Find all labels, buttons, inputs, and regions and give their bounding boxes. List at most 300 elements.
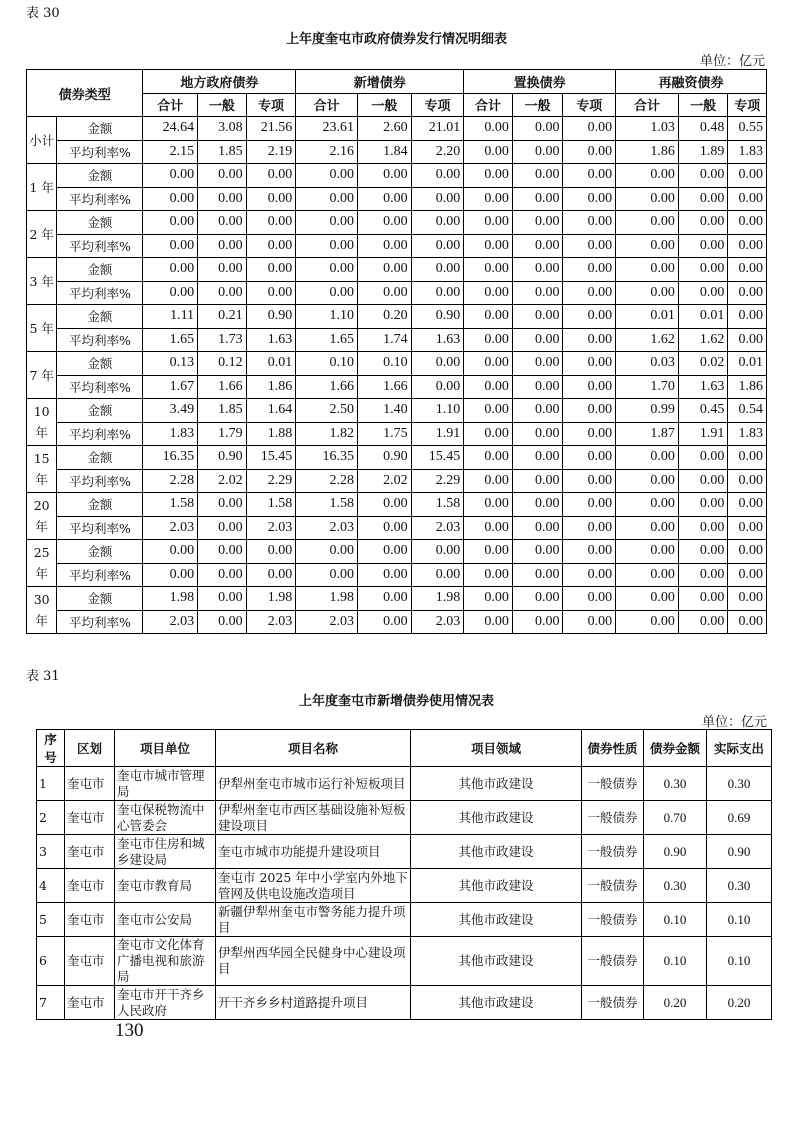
table30-cell: 0.00 [728, 563, 767, 587]
table30-cell: 2.03 [143, 610, 198, 634]
table30-cell: 0.00 [678, 446, 728, 470]
table30-cell: 1.58 [246, 493, 296, 517]
table30-cell: 0.00 [678, 258, 728, 282]
table31-label: 表 31 [26, 669, 60, 684]
table30-cell: 1.91 [678, 422, 728, 446]
table30-row [27, 305, 767, 329]
table31-cell: 0.30 [707, 767, 772, 801]
table30-cell: 0.00 [728, 187, 767, 211]
table31-cell: 一般债券 [582, 835, 644, 869]
table31-cell: 7 [37, 986, 65, 1020]
table30-cell: 0.00 [464, 469, 513, 493]
table30-cell: 2.16 [296, 140, 358, 164]
table31-cell: 其他市政建设 [411, 903, 582, 937]
table30-cell: 0.00 [563, 422, 616, 446]
table30-cell: 0.00 [198, 516, 247, 540]
table30-cell: 0.00 [563, 540, 616, 564]
table30-cell: 0.00 [512, 117, 563, 141]
table30-cell: 0.00 [464, 610, 513, 634]
table30-cell: 0.00 [678, 234, 728, 258]
table30-cell: 0.00 [678, 281, 728, 305]
table31-cell: 一般债券 [582, 869, 644, 903]
table30-cell: 0.00 [616, 187, 679, 211]
table30-cell: 0.00 [512, 140, 563, 164]
table30-cell: 2.50 [296, 399, 358, 423]
table30-cell: 0.00 [563, 469, 616, 493]
table30-cell: 0.00 [512, 493, 563, 517]
table30-cell: 0.00 [512, 281, 563, 305]
table31-cell: 奎屯市开干齐乡人民政府 [115, 986, 216, 1020]
table31-cell: 伊犁州西华园全民健身中心建设项目 [216, 937, 411, 986]
table30-row-kind: 平均利率% [57, 140, 143, 164]
table30-cell: 0.00 [728, 234, 767, 258]
table30-cell: 0.00 [411, 352, 464, 376]
table30-cell: 2.03 [246, 610, 296, 634]
table30-cell: 0.00 [728, 493, 767, 517]
table30-cell: 0.00 [246, 258, 296, 282]
table30-cell: 0.00 [296, 540, 358, 564]
table30-cell: 21.56 [246, 117, 296, 141]
table30-cell: 0.00 [678, 540, 728, 564]
table30-cell: 23.61 [296, 117, 358, 141]
table30-cell: 0.00 [464, 211, 513, 235]
table30-group-header: 地方政府债券 [143, 70, 296, 94]
table30-cell: 0.00 [464, 164, 513, 188]
table30-cell: 1.98 [296, 587, 358, 611]
table30-row [27, 422, 767, 446]
table30-subheader: 一般 [512, 93, 563, 117]
table31-cell: 奎屯市 [65, 835, 115, 869]
table30-row-kind: 金额 [57, 164, 143, 188]
table31-row [37, 835, 772, 869]
table31-cell: 0.10 [707, 937, 772, 986]
table30-cell: 1.75 [358, 422, 412, 446]
table30-cell: 0.00 [678, 610, 728, 634]
table30-subheader: 一般 [358, 93, 412, 117]
table30-cell: 0.00 [616, 493, 679, 517]
table30-cell: 1.83 [728, 422, 767, 446]
table30-cell: 0.00 [512, 375, 563, 399]
table31-header-cell: 序号 [37, 730, 65, 767]
table31-cell: 0.10 [644, 903, 707, 937]
table30-cell: 24.64 [143, 117, 198, 141]
table30-cell: 0.00 [411, 187, 464, 211]
table30-cell: 0.00 [358, 258, 412, 282]
table30-term-label: 15 年 [27, 446, 57, 493]
table30-group-header: 新增债券 [296, 70, 464, 94]
table30-cell: 0.00 [616, 516, 679, 540]
table31-header-cell: 债券性质 [582, 730, 644, 767]
table30-cell: 1.58 [143, 493, 198, 517]
table30-cell: 0.00 [512, 399, 563, 423]
table30-cell: 0.00 [464, 446, 513, 470]
table30-cell: 0.00 [512, 540, 563, 564]
table30-term-label: 25 年 [27, 540, 57, 587]
table30-cell: 0.90 [198, 446, 247, 470]
table30-row [27, 516, 767, 540]
table30-cell: 0.00 [728, 587, 767, 611]
table30-term-label: 1 年 [27, 164, 57, 211]
table30-row [27, 540, 767, 564]
table31-cell: 奎屯市城市管理局 [115, 767, 216, 801]
table30-cell: 1.65 [296, 328, 358, 352]
table30-cell: 0.00 [616, 469, 679, 493]
table30-cell: 0.00 [616, 610, 679, 634]
table30-cell: 0.00 [464, 140, 513, 164]
table30-cell: 0.00 [143, 281, 198, 305]
table30-cell: 1.91 [411, 422, 464, 446]
table30-cell: 1.86 [246, 375, 296, 399]
table30-cell: 1.62 [616, 328, 679, 352]
table30-cell: 2.29 [246, 469, 296, 493]
table30-row [27, 117, 767, 141]
table30-cell: 0.00 [678, 587, 728, 611]
table30-header-row [27, 70, 767, 94]
table30-cell: 0.00 [464, 399, 513, 423]
table30-cell: 0.00 [464, 187, 513, 211]
table30-row [27, 140, 767, 164]
table30-cell: 2.03 [411, 516, 464, 540]
table31-cell: 其他市政建设 [411, 986, 582, 1020]
table30-cell: 0.00 [411, 563, 464, 587]
table30-cell: 0.00 [464, 375, 513, 399]
table30-cell: 0.00 [246, 211, 296, 235]
table30-row-kind: 金额 [57, 117, 143, 141]
table30-subheader: 专项 [728, 93, 767, 117]
table30-cell: 0.03 [616, 352, 679, 376]
table30-cell: 0.00 [512, 352, 563, 376]
table30-row-kind: 平均利率% [57, 281, 143, 305]
table30-cell: 2.03 [143, 516, 198, 540]
table30-cell: 1.64 [246, 399, 296, 423]
table30-cell: 0.00 [198, 610, 247, 634]
table30-row-kind: 金额 [57, 540, 143, 564]
page-number: 130 [115, 1020, 144, 1041]
table30-row-kind: 平均利率% [57, 187, 143, 211]
table30-cell: 15.45 [411, 446, 464, 470]
table30-cell: 0.00 [512, 211, 563, 235]
table30-cell: 1.11 [143, 305, 198, 329]
table30-cell: 0.00 [358, 563, 412, 587]
table30-cell: 1.89 [678, 140, 728, 164]
table31-cell: 0.20 [707, 986, 772, 1020]
table31-cell: 一般债券 [582, 903, 644, 937]
table30-cell: 1.66 [358, 375, 412, 399]
table31-header-cell: 项目单位 [115, 730, 216, 767]
table30-cell: 0.00 [678, 469, 728, 493]
table30-cell: 0.90 [358, 446, 412, 470]
table31-row [37, 937, 772, 986]
table30-cell: 0.00 [464, 587, 513, 611]
table30-cell: 0.01 [678, 305, 728, 329]
table30-cell: 1.83 [728, 140, 767, 164]
table30-subheader: 专项 [563, 93, 616, 117]
table31-cell: 一般债券 [582, 801, 644, 835]
table31-header-cell: 项目名称 [216, 730, 411, 767]
table30-cell: 0.00 [358, 540, 412, 564]
table30-cell: 0.00 [464, 117, 513, 141]
table30-cell: 0.00 [512, 563, 563, 587]
table30-subheader: 一般 [198, 93, 247, 117]
table30-subheader: 一般 [678, 93, 728, 117]
table30-cell: 0.00 [198, 281, 247, 305]
table30-row-kind: 金额 [57, 258, 143, 282]
table30-row-kind: 平均利率% [57, 469, 143, 493]
table30-cell: 0.00 [246, 281, 296, 305]
table30-row [27, 469, 767, 493]
table30-row [27, 211, 767, 235]
table30-cell: 0.00 [616, 563, 679, 587]
table30-cell: 1.83 [143, 422, 198, 446]
table30-row [27, 493, 767, 517]
table30-cell: 0.02 [678, 352, 728, 376]
table30-cell: 1.98 [246, 587, 296, 611]
table30-term-label: 小计 [27, 117, 57, 164]
table31-cell: 奎屯市城市功能提升建设项目 [216, 835, 411, 869]
table30-cell: 0.00 [198, 493, 247, 517]
table30-row-kind: 金额 [57, 352, 143, 376]
table31-cell: 5 [37, 903, 65, 937]
table30-term-label: 30 年 [27, 587, 57, 634]
table30-cell: 0.00 [296, 164, 358, 188]
table30-term-label: 5 年 [27, 305, 57, 352]
table31-header-cell: 项目领域 [411, 730, 582, 767]
table30-cell: 0.00 [464, 422, 513, 446]
table30-cell: 3.08 [198, 117, 247, 141]
table30-cell: 1.58 [296, 493, 358, 517]
table31-cell: 其他市政建设 [411, 801, 582, 835]
table30-row-kind: 平均利率% [57, 563, 143, 587]
table30-cell: 0.13 [143, 352, 198, 376]
table30-row-kind: 金额 [57, 399, 143, 423]
table30-cell: 0.00 [464, 328, 513, 352]
table30-cell: 0.00 [512, 446, 563, 470]
table30-subheader: 合计 [464, 93, 513, 117]
table30-group-header: 再融资债券 [616, 70, 767, 94]
table31-cell: 4 [37, 869, 65, 903]
table30-cell: 0.00 [616, 446, 679, 470]
table30-cell: 0.00 [728, 610, 767, 634]
table31-cell: 0.69 [707, 801, 772, 835]
table31-row [37, 869, 772, 903]
table31-row [37, 986, 772, 1020]
table31-cell: 0.10 [644, 937, 707, 986]
table31-cell: 0.70 [644, 801, 707, 835]
table31-cell: 0.90 [644, 835, 707, 869]
table30-cell: 1.86 [616, 140, 679, 164]
table30-cell: 0.55 [728, 117, 767, 141]
table30-unit: 单位：亿元 [699, 54, 765, 69]
table31-cell: 奎屯市 [65, 986, 115, 1020]
table30-cell: 0.00 [512, 258, 563, 282]
table30-cell: 3.49 [143, 399, 198, 423]
table31-cell: 奎屯市 2025 年中小学室内外地下管网及供电设施改造项目 [216, 869, 411, 903]
table30-row [27, 258, 767, 282]
table30-cell: 1.10 [411, 399, 464, 423]
table31-cell: 0.20 [644, 986, 707, 1020]
table30-cell: 0.00 [358, 234, 412, 258]
table30-cell: 0.99 [616, 399, 679, 423]
table30-cell: 16.35 [143, 446, 198, 470]
table31-cell: 0.10 [707, 903, 772, 937]
table30-cell: 0.00 [358, 281, 412, 305]
table30-cell: 0.00 [358, 211, 412, 235]
table30-cell: 2.60 [358, 117, 412, 141]
table30-term-label: 7 年 [27, 352, 57, 399]
table30-cell: 0.00 [728, 305, 767, 329]
table30-cell: 0.00 [563, 399, 616, 423]
table31-cell: 其他市政建设 [411, 835, 582, 869]
table30-cell: 1.63 [246, 328, 296, 352]
table30-cell: 2.29 [411, 469, 464, 493]
table30-cell: 0.00 [728, 469, 767, 493]
table30-cell: 1.79 [198, 422, 247, 446]
table30-cell: 0.00 [411, 258, 464, 282]
table30-cell: 0.00 [143, 211, 198, 235]
table30-cell: 0.00 [563, 211, 616, 235]
table31-cell: 新疆伊犁州奎屯市警务能力提升项目 [216, 903, 411, 937]
table30-cell: 2.20 [411, 140, 464, 164]
table31-cell: 一般债券 [582, 986, 644, 1020]
table30-cell: 0.00 [512, 516, 563, 540]
table30-cell: 2.03 [411, 610, 464, 634]
table30-cell: 0.00 [563, 305, 616, 329]
table31-cell: 一般债券 [582, 937, 644, 986]
table30-cell: 1.40 [358, 399, 412, 423]
table30-cell: 21.01 [411, 117, 464, 141]
table30-cell: 1.03 [616, 117, 679, 141]
table30-cell: 0.00 [563, 258, 616, 282]
table30-row-kind: 金额 [57, 493, 143, 517]
table30-cell: 1.62 [678, 328, 728, 352]
table30-cell: 0.00 [512, 234, 563, 258]
table30-cell: 0.01 [616, 305, 679, 329]
table31-cell: 奎屯市 [65, 767, 115, 801]
table30-cell: 16.35 [296, 446, 358, 470]
table30-row-kind: 平均利率% [57, 516, 143, 540]
table30-cell: 0.00 [198, 563, 247, 587]
table30-cell: 0.00 [143, 563, 198, 587]
table30-cell: 0.48 [678, 117, 728, 141]
table31-row [37, 767, 772, 801]
table30-cell: 0.90 [246, 305, 296, 329]
table30-cell: 0.00 [563, 493, 616, 517]
table30-cell: 0.00 [728, 211, 767, 235]
table30-cell: 1.66 [296, 375, 358, 399]
table31-header-cell: 债券金额 [644, 730, 707, 767]
table30-cell: 1.74 [358, 328, 412, 352]
table30-cell: 0.00 [563, 328, 616, 352]
table30-cell: 0.00 [464, 493, 513, 517]
table30-cell: 0.00 [411, 375, 464, 399]
table31-cell: 奎屯市住房和城乡建设局 [115, 835, 216, 869]
table30-row-kind: 金额 [57, 587, 143, 611]
table30-cell: 0.00 [728, 446, 767, 470]
table30-cell: 0.54 [728, 399, 767, 423]
table30-cell: 2.03 [296, 610, 358, 634]
table30-cell: 0.00 [198, 164, 247, 188]
table30-cell: 0.00 [358, 610, 412, 634]
table30-cell: 1.10 [296, 305, 358, 329]
table31-cell: 奎屯市 [65, 903, 115, 937]
table30-cell: 0.00 [198, 234, 247, 258]
table30-cell: 0.00 [678, 211, 728, 235]
table30-cell: 0.00 [411, 211, 464, 235]
table30-cell: 0.00 [512, 422, 563, 446]
table31-title: 上年度奎屯市新增债券使用情况表 [298, 694, 494, 709]
table30-row [27, 234, 767, 258]
table30-subheader: 合计 [616, 93, 679, 117]
table30-cell: 0.00 [358, 516, 412, 540]
table31-row [37, 801, 772, 835]
table30-cell: 0.00 [296, 187, 358, 211]
table30-row [27, 328, 767, 352]
table31-cell: 0.30 [644, 869, 707, 903]
table30-cell: 0.00 [411, 164, 464, 188]
table31-cell: 一般债券 [582, 767, 644, 801]
table30-cell: 0.00 [563, 187, 616, 211]
table30-cell: 0.00 [728, 164, 767, 188]
table30-cell: 0.21 [198, 305, 247, 329]
table30-cell: 0.00 [358, 587, 412, 611]
table30-cell: 0.00 [728, 516, 767, 540]
table30-cell: 0.00 [143, 540, 198, 564]
table30-cell: 1.88 [246, 422, 296, 446]
table30-cell: 0.00 [728, 328, 767, 352]
table30-cell: 0.00 [563, 117, 616, 141]
table30-cell: 0.00 [411, 540, 464, 564]
table31-cell: 伊犁州奎屯市西区基础设施补短板建设项目 [216, 801, 411, 835]
table31-cell: 奎屯市公安局 [115, 903, 216, 937]
table30-cell: 0.00 [563, 140, 616, 164]
table30-cell: 0.00 [728, 258, 767, 282]
table30-cell: 0.00 [616, 211, 679, 235]
table30-row [27, 399, 767, 423]
table31-cell: 其他市政建设 [411, 937, 582, 986]
table30-cell: 0.00 [678, 493, 728, 517]
table31-header-cell: 区划 [65, 730, 115, 767]
table30-cell: 0.00 [678, 563, 728, 587]
table30-cell: 1.73 [198, 328, 247, 352]
table30-cell: 0.00 [512, 164, 563, 188]
table30-cell: 0.00 [296, 234, 358, 258]
table31-cell: 奎屯市 [65, 801, 115, 835]
table30-cell: 1.58 [411, 493, 464, 517]
table31-cell: 3 [37, 835, 65, 869]
table30 [26, 69, 767, 634]
table30-cell: 0.00 [358, 164, 412, 188]
table31-cell: 奎屯保税物流中心管委会 [115, 801, 216, 835]
table30-cell: 2.19 [246, 140, 296, 164]
table30-cell: 0.00 [143, 187, 198, 211]
table30-cell: 1.70 [616, 375, 679, 399]
table30-cell: 0.01 [728, 352, 767, 376]
table30-cell: 0.20 [358, 305, 412, 329]
table30-cell: 1.63 [411, 328, 464, 352]
table30-cell: 0.00 [296, 563, 358, 587]
table30-corner-header: 债券类型 [27, 70, 143, 117]
table30-cell: 1.66 [198, 375, 247, 399]
table30-cell: 2.03 [246, 516, 296, 540]
table30-cell: 0.00 [246, 234, 296, 258]
table30-cell: 0.00 [678, 516, 728, 540]
table31-header-row [37, 730, 772, 767]
table30-row-kind: 金额 [57, 446, 143, 470]
table30-cell: 2.28 [296, 469, 358, 493]
table30-row [27, 563, 767, 587]
table31-cell: 2 [37, 801, 65, 835]
table30-cell: 0.00 [143, 164, 198, 188]
